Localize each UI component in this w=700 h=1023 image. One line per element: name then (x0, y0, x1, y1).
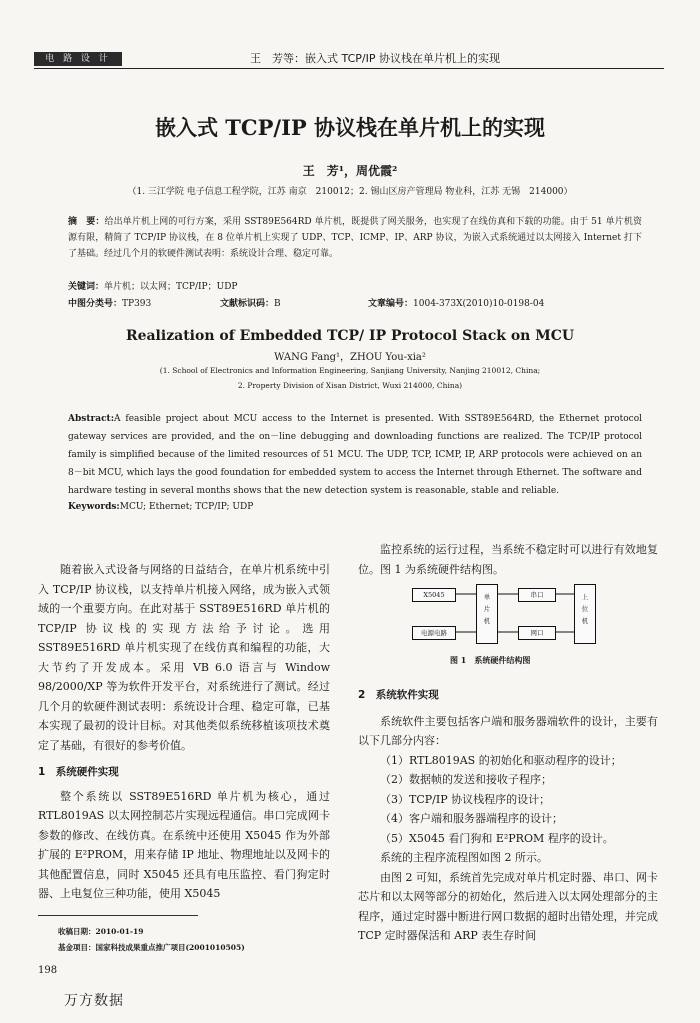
box-host-computer: 上 位 机 (574, 584, 596, 644)
list-item-2: （2）数据帧的发送和接收子程序； (380, 773, 552, 786)
left-column (38, 560, 330, 904)
authors: 王 芳¹，周优霞² (302, 164, 398, 178)
intro-paragraph: 随着嵌入式设备与网络的日益结合，在单片机系统中引入 TCP/IP 协议栈，以支持单片机接入网络，成为嵌入式领域的一个重要方向。在此对基于 SST89E516RD 单片机的 TCP/IP 协议栈的实现方法给予讨论。选用 SST89E516RD 单片机实现了在线仿真和编程的功能，大大节约了开发成本。采用 VB 6.0 语言与 Window 98/2000/XP 等为软件开发平台，对系统进行了测试。经过几个月的软硬件测试表明：系统设计合理、稳定可靠，已基本实现了最初的设计目标。对其他类似系统移植该项技术奠定了基础，有很好的参考价值。 (38, 563, 330, 752)
doc-code (220, 296, 281, 309)
figure-1-diagram (412, 584, 626, 648)
list-item-1: （1）RTL8019AS 的初始化和驱动程序的设计； (380, 753, 622, 767)
right-column-bottom (358, 686, 658, 946)
clc-value: TP393 (122, 299, 152, 309)
keywords-cn (68, 279, 237, 292)
doc-value: B (274, 299, 281, 309)
box-power-circuit: 电源电路 (412, 626, 456, 640)
footnote-fund: 基金项目：国家科技成果重点推广项目(2001010505) (58, 943, 245, 952)
doc-label: 文献标识码： (220, 299, 275, 309)
running-title: 王 芳等：嵌入式 TCP/IP 协议栈在单片机上的实现 (250, 52, 500, 65)
article-value: 1004-373X(2010)10-0198-04 (413, 299, 545, 309)
english-affiliation-1: (1. School of Electronics and Information Engineering, Sanjiang University, Nanjing 210012, China; (159, 366, 541, 375)
keywords-en (68, 502, 253, 512)
abstract-en (68, 410, 642, 500)
affiliation: （1. 三江学院 电子信息工程学院，江苏 南京 210012；2. 锡山区房产管理局 物业科，江苏 无锡 214000） (127, 187, 573, 197)
page-number: 198 (38, 965, 58, 976)
keywords-cn-text: 单片机；以太网；TCP/IP；UDP (104, 282, 238, 292)
article-label: 文章编号： (368, 299, 414, 309)
list-item-3: （3）TCP/IP 协议栈程序的设计； (380, 792, 551, 806)
header-rule (34, 68, 664, 69)
abstract-en-label: Abstract: (68, 414, 115, 424)
keywords-en-label: Keywords: (68, 502, 120, 512)
watermark: 万方数据 (64, 993, 124, 1009)
section-tag: 电 路 设 计 (34, 52, 122, 66)
clc-number (68, 296, 151, 309)
paper-title: 嵌入式 TCP/IP 协议栈在单片机上的实现 (154, 115, 546, 140)
flowchart-reference: 系统的主程序流程图如图 2 所示。 (380, 851, 548, 864)
figure-1-caption: 图 1 系统硬件结构图 (450, 655, 531, 665)
footnote-received: 收稿日期：2010-01-19 (58, 927, 144, 936)
list-item-4: （4）客户端和服务器端程序的设计； (380, 812, 563, 825)
english-affiliation-2: 2. Property Division of Xisan District, Wuxi 214000, China) (237, 381, 463, 390)
section-1-heading: 1 系统硬件实现 (38, 766, 119, 778)
right-column-top (358, 540, 658, 579)
abstract-cn-label: 摘 要： (68, 217, 105, 227)
english-authors: WANG Fang¹，ZHOU You-xia² (274, 352, 426, 363)
english-title: Realization of Embedded TCP/ IP Protocol Stack on MCU (125, 328, 575, 344)
box-x5045: X5045 (412, 588, 456, 602)
flowchart-description: 由图 2 可知，系统首先完成对单片机定时器、串口、网卡芯片和以太网等部分的初始化，然后进入以太网处理部分的主程序，通过定时器中断进行网口数据的超时出错处理，并完成 TCP 定时器保活和 ARP 表生存时间 (358, 870, 658, 942)
list-item-5: （5）X5045 看门狗和 E²PROM 程序的设计。 (380, 831, 614, 845)
keywords-en-text: MCU; Ethernet; TCP/IP; UDP (119, 502, 254, 512)
abstract-en-text: A feasible project about MCU access to the Internet is presented. With SST89E564RD, the Ethernet protocol gateway services are provided, and the on－line debugging and downloading functions are realized. The TCP/IP protocol family is simplified because of the limited resources of 51 MCU. The UDP, TCP, ICMP, IP, ARP protocols were achieved on an 8－bit MCU, which lays the good foundation for embedded system to access the Internet through Ethernet. The software and hardware testing in several months shows that the new detection system is reasonable, stable and reliable. (68, 414, 642, 496)
article-number (368, 296, 544, 309)
footnote-rule (38, 915, 198, 916)
abstract-cn (68, 214, 642, 262)
section-1-paragraph: 整个系统以 SST89E516RD 单片机为核心，通过 RTL8019AS 以太网控制芯片实现远程通信。串口完成网卡参数的修改、在线仿真。在系统中还使用 X5045 作为外部扩展的 E²PROM，用来存储 IP 地址、物理地址以及网卡的其他配置信息，同时 X5045 还具有电压监控、看门狗定时器、上电复位三种功能，使用 X5045 (38, 789, 330, 900)
box-mcu: 单 片 机 (476, 584, 498, 644)
section-2-heading: 2 系统软件实现 (358, 689, 439, 701)
section-2-paragraph: 系统软件主要包括客户端和服务器端软件的设计，主要有以下几部分内容： (358, 714, 658, 747)
box-network-port: 网口 (518, 626, 556, 640)
clc-label: 中图分类号： (68, 299, 123, 309)
abstract-cn-text: 给出单片机上网的可行方案，采用 SST89E564RD 单片机，既提供了网关服务，也实现了在线仿真和下载的功能。由于 51 单片机资源有限，精简了 TCP/IP 协议栈，在 8 位单片机上实现了 UDP、TCP、ICMP、IP、ARP 协议，为嵌入式系统通过以太网接入 Internet 打下了基础。经过几个月的软硬件测试表明：系统设计合理、稳定可靠。 (68, 217, 642, 259)
box-serial-port: 串口 (518, 588, 556, 602)
continued-paragraph: 监控系统的运行过程，当系统不稳定时可以进行有效地复位。图 1 为系统硬件结构图。 (358, 543, 658, 576)
keywords-cn-label: 关键词： (68, 282, 105, 292)
